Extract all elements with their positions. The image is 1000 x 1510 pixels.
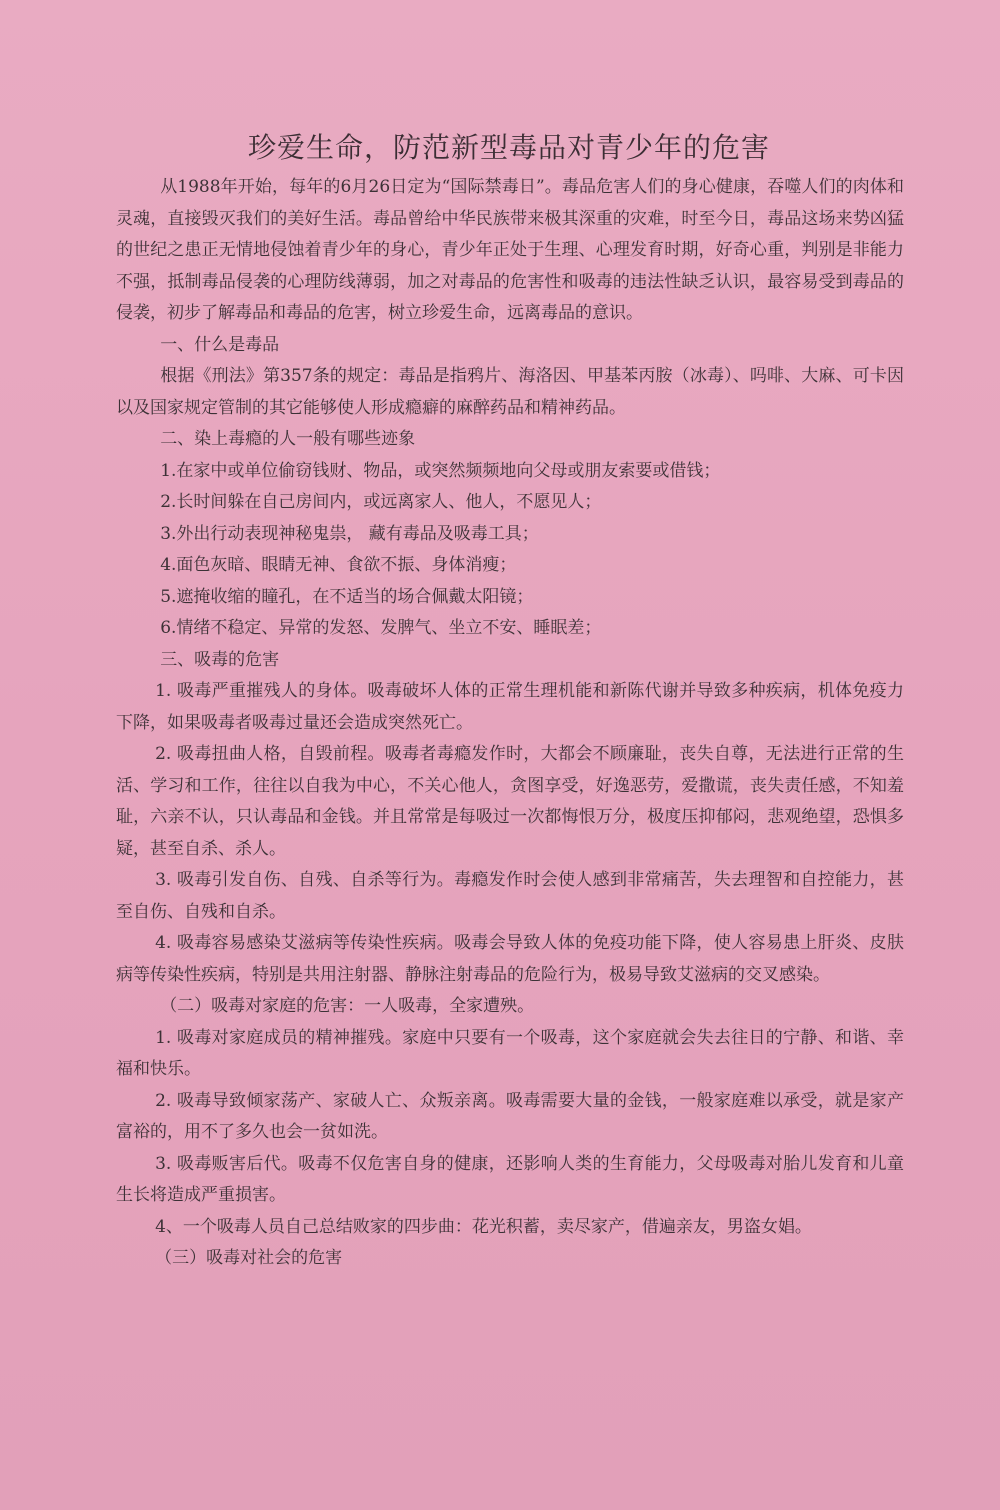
list-item: 3. 吸毒引发自伤、自残、自杀等行为。毒瘾发作时会使人感到非常痛苦，失去理智和自控能力，甚至自伤、自残和自杀。: [116, 870, 904, 922]
list-item: 4.面色灰暗、眼睛无神、食欲不振、身体消瘦；: [160, 555, 517, 575]
section-heading-society-harm: （三）吸毒对社会的危害: [155, 1248, 343, 1268]
list-item: 4. 吸毒容易感染艾滋病等传染性疾病。吸毒会导致人体的免疫功能下降，使人容易患上肝炎、皮肤病等传染性疾病，特别是共用注射器、静脉注射毒品的危险行为，极易导致艾滋病的交叉感染。: [116, 933, 904, 985]
list-item: 4、一个吸毒人员自己总结败家的四步曲：花光积蓄，卖尽家产，借遍亲友，男盗女娼。: [155, 1216, 812, 1237]
section-heading-harms: 三、吸毒的危害: [160, 649, 280, 670]
list-item: 5.遮掩收缩的瞳孔，在不适当的场合佩戴太阳镜；: [160, 586, 534, 607]
document-body: [116, 172, 904, 1275]
list-item: 6.情绪不稳定、异常的发怒、发脾气、坐立不安、睡眠差；: [160, 618, 602, 638]
list-item: 1.在家中或单位偷窃钱财、物品，或突然频频地向父母或朋友索要或借钱；: [160, 460, 721, 481]
list-item: 1. 吸毒对家庭成员的精神摧残。家庭中只要有一个吸毒，这个家庭就会失去往日的宁静、和谐、幸福和快乐。: [116, 1027, 904, 1079]
intro-paragraph: 从1988年开始，每年的6月26日定为“国际禁毒日”。毒品危害人们的身心健康，吞噬人们的肉体和灵魂，直接毁灭我们的美好生活。毒品曾给中华民族带来极其深重的灾难，时至今日，毒品这场来势凶猛的世纪之患正无情地侵蚀着青少年的身心，青少年正处于生理、心理发育时期，好奇心重，判别是非能力不强，抵制毒品侵袭的心理防线薄弱，加之对毒品的危害性和吸毒的违法性缺乏认识，最容易受到毒品的侵袭，初步了解毒品和毒品的危害，树立珍爱生命，远离毒品的意识。: [116, 177, 904, 323]
list-item: 3.外出行动表现神秘鬼祟， 藏有毒品及吸毒工具；: [160, 523, 539, 544]
section-heading-signs: 二、染上毒瘾的人一般有哪些迹象: [160, 429, 416, 449]
section-paragraph-definition: 根据《刑法》第357条的规定：毒品是指鸦片、海洛因、甲基苯丙胺（冰毒）、吗啡、大麻、可卡因以及国家规定管制的其它能够使人形成瘾癖的麻醉药品和精神药品。: [116, 366, 904, 418]
section-heading-what-is-drug: 一、什么是毒品: [160, 334, 280, 355]
list-item: 3. 吸毒贩害后代。吸毒不仅危害自身的健康，还影响人类的生育能力，父母吸毒对胎儿发育和儿童生长将造成严重损害。: [116, 1153, 904, 1205]
list-item: 2. 吸毒导致倾家荡产、家破人亡、众叛亲离。吸毒需要大量的金钱，一般家庭难以承受，就是家产富裕的，用不了多久也会一贫如洗。: [116, 1090, 904, 1142]
list-item: 2.长时间躲在自己房间内，或远离家人、他人，不愿见人；: [160, 492, 602, 512]
document-title: 珍爱生命，防范新型毒品对青少年的危害: [247, 131, 770, 164]
list-item: 2. 吸毒扭曲人格，自毁前程。吸毒者毒瘾发作时，大都会不顾廉耻，丧失自尊，无法进行正常的生活、学习和工作，往往以自我为中心，不关心他人，贪图享受，好逸恶劳，爱撒谎，丧失责任感，不知羞耻，六亲不认，只认毒品和金钱。并且常常是每吸过一次都悔恨万分，极度压抑郁闷，悲观绝望，恐惧多疑，甚至自杀、杀人。: [116, 744, 904, 859]
section-heading-family-harm: （二）吸毒对家庭的危害：一人吸毒，全家遭殃。: [160, 996, 535, 1016]
list-item: 1. 吸毒严重摧残人的身体。吸毒破坏人体的正常生理机能和新陈代谢并导致多种疾病，机体免疫力下降，如果吸毒者吸毒过量还会造成突然死亡。: [116, 681, 904, 733]
